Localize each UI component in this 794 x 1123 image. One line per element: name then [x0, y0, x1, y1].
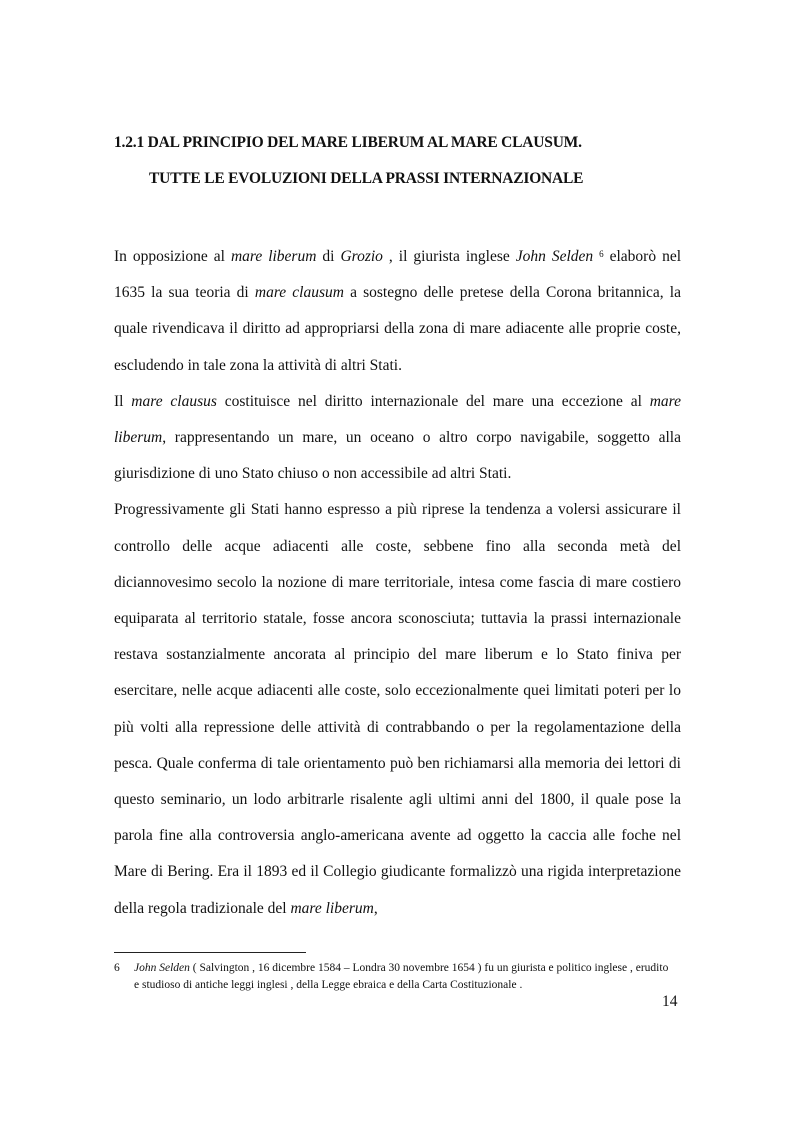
- italic-term: Grozio: [340, 248, 383, 265]
- text-run: costituisce nel diritto internazionale del mare una eccezione al: [216, 392, 650, 410]
- paragraph-3: [114, 492, 681, 926]
- footnote-body: [134, 960, 674, 993]
- text-run: In opposizione al: [114, 248, 231, 265]
- footnote-reference[interactable]: 6: [599, 249, 604, 259]
- section-heading-line-2: TUTTE LE EVOLUZIONI DELLA PRASSI INTERNAZIONALE: [149, 170, 584, 187]
- paragraph-1: [114, 239, 681, 384]
- footnote-number: 6: [114, 962, 120, 974]
- text-run: di: [316, 248, 341, 265]
- footnote-text: ( Salvington , 16 dicembre 1584 – Londra 30 novembre 1654 ) fu un giurista e politico inglese , erudito e studioso di antiche leggi inglesi , della Legge ebraica e della Carta Costituzionale .: [134, 962, 669, 991]
- text-run: Il: [114, 392, 132, 410]
- footnote-6: [114, 960, 674, 993]
- text-run: a sostegno delle pretese della Corona britannica, la quale rivendicava il diritto ad appropriarsi della zona di mare adiacente alle proprie coste, escludendo in tale zona la attività di altri Stati.: [114, 284, 681, 374]
- italic-term: mare liberum: [290, 899, 374, 917]
- paragraph-2: [114, 384, 681, 493]
- italic-term: mare liberum: [114, 392, 682, 447]
- italic-term: mare liberum: [230, 248, 317, 265]
- text-run: ,: [373, 899, 378, 917]
- italic-term: mare clausum: [254, 284, 344, 302]
- section-heading-line-1: 1.2.1 DAL PRINCIPIO DEL MARE LIBERUM AL MARE CLAUSUM.: [114, 134, 582, 151]
- page-number: 14: [662, 993, 678, 1010]
- text-run: , il giurista inglese: [382, 248, 516, 265]
- text-run: Progressivamente gli Stati hanno espresso a più riprese la tendenza a volersi assicurare il controllo delle acque adiacenti alle coste, sebbene fino alla seconda metà del diciannovesimo secolo la nozione di mare territoriale, intesa come fascia di mare costiero equiparata al territorio statale, fosse ancora sconosciuta; tuttavia la prassi internazionale restava sostanzialmente ancorata al principio del mare liberum e lo Stato finiva per esercitare, nelle acque adiacenti alle coste, solo eccezionalmente quei limitati poteri per lo più volti alla repressione delle attività di contrabbando o per la regolamentazione della pesca. Quale conferma di tale orientamento può ben richiamarsi alla memoria dei lettori di questo seminario, un lodo arbitrarle risalente agli ultimi anni del 1800, il quale pose la parola fine alla controversia anglo-americana avente ad oggetto la caccia alle foche nel Mare di Bering. Era il 1893 ed il Collegio giudicante formalizzò una rigida interpretazione della regola tradizionale del: [114, 501, 681, 917]
- footnote-separator: [114, 952, 306, 953]
- text-run: , rappresentando un mare, un oceano o altro corpo navigabile, soggetto alla giurisdizione di uno Stato chiuso o non accessibile ad altri Stati.: [114, 429, 681, 483]
- text-run: elaborò nel 1635 la sua teoria di: [114, 248, 682, 302]
- italic-term: mare clausus: [131, 392, 217, 410]
- italic-term: John Selden: [515, 248, 594, 265]
- footnote-author: John Selden: [134, 962, 190, 974]
- body-text: [114, 239, 681, 927]
